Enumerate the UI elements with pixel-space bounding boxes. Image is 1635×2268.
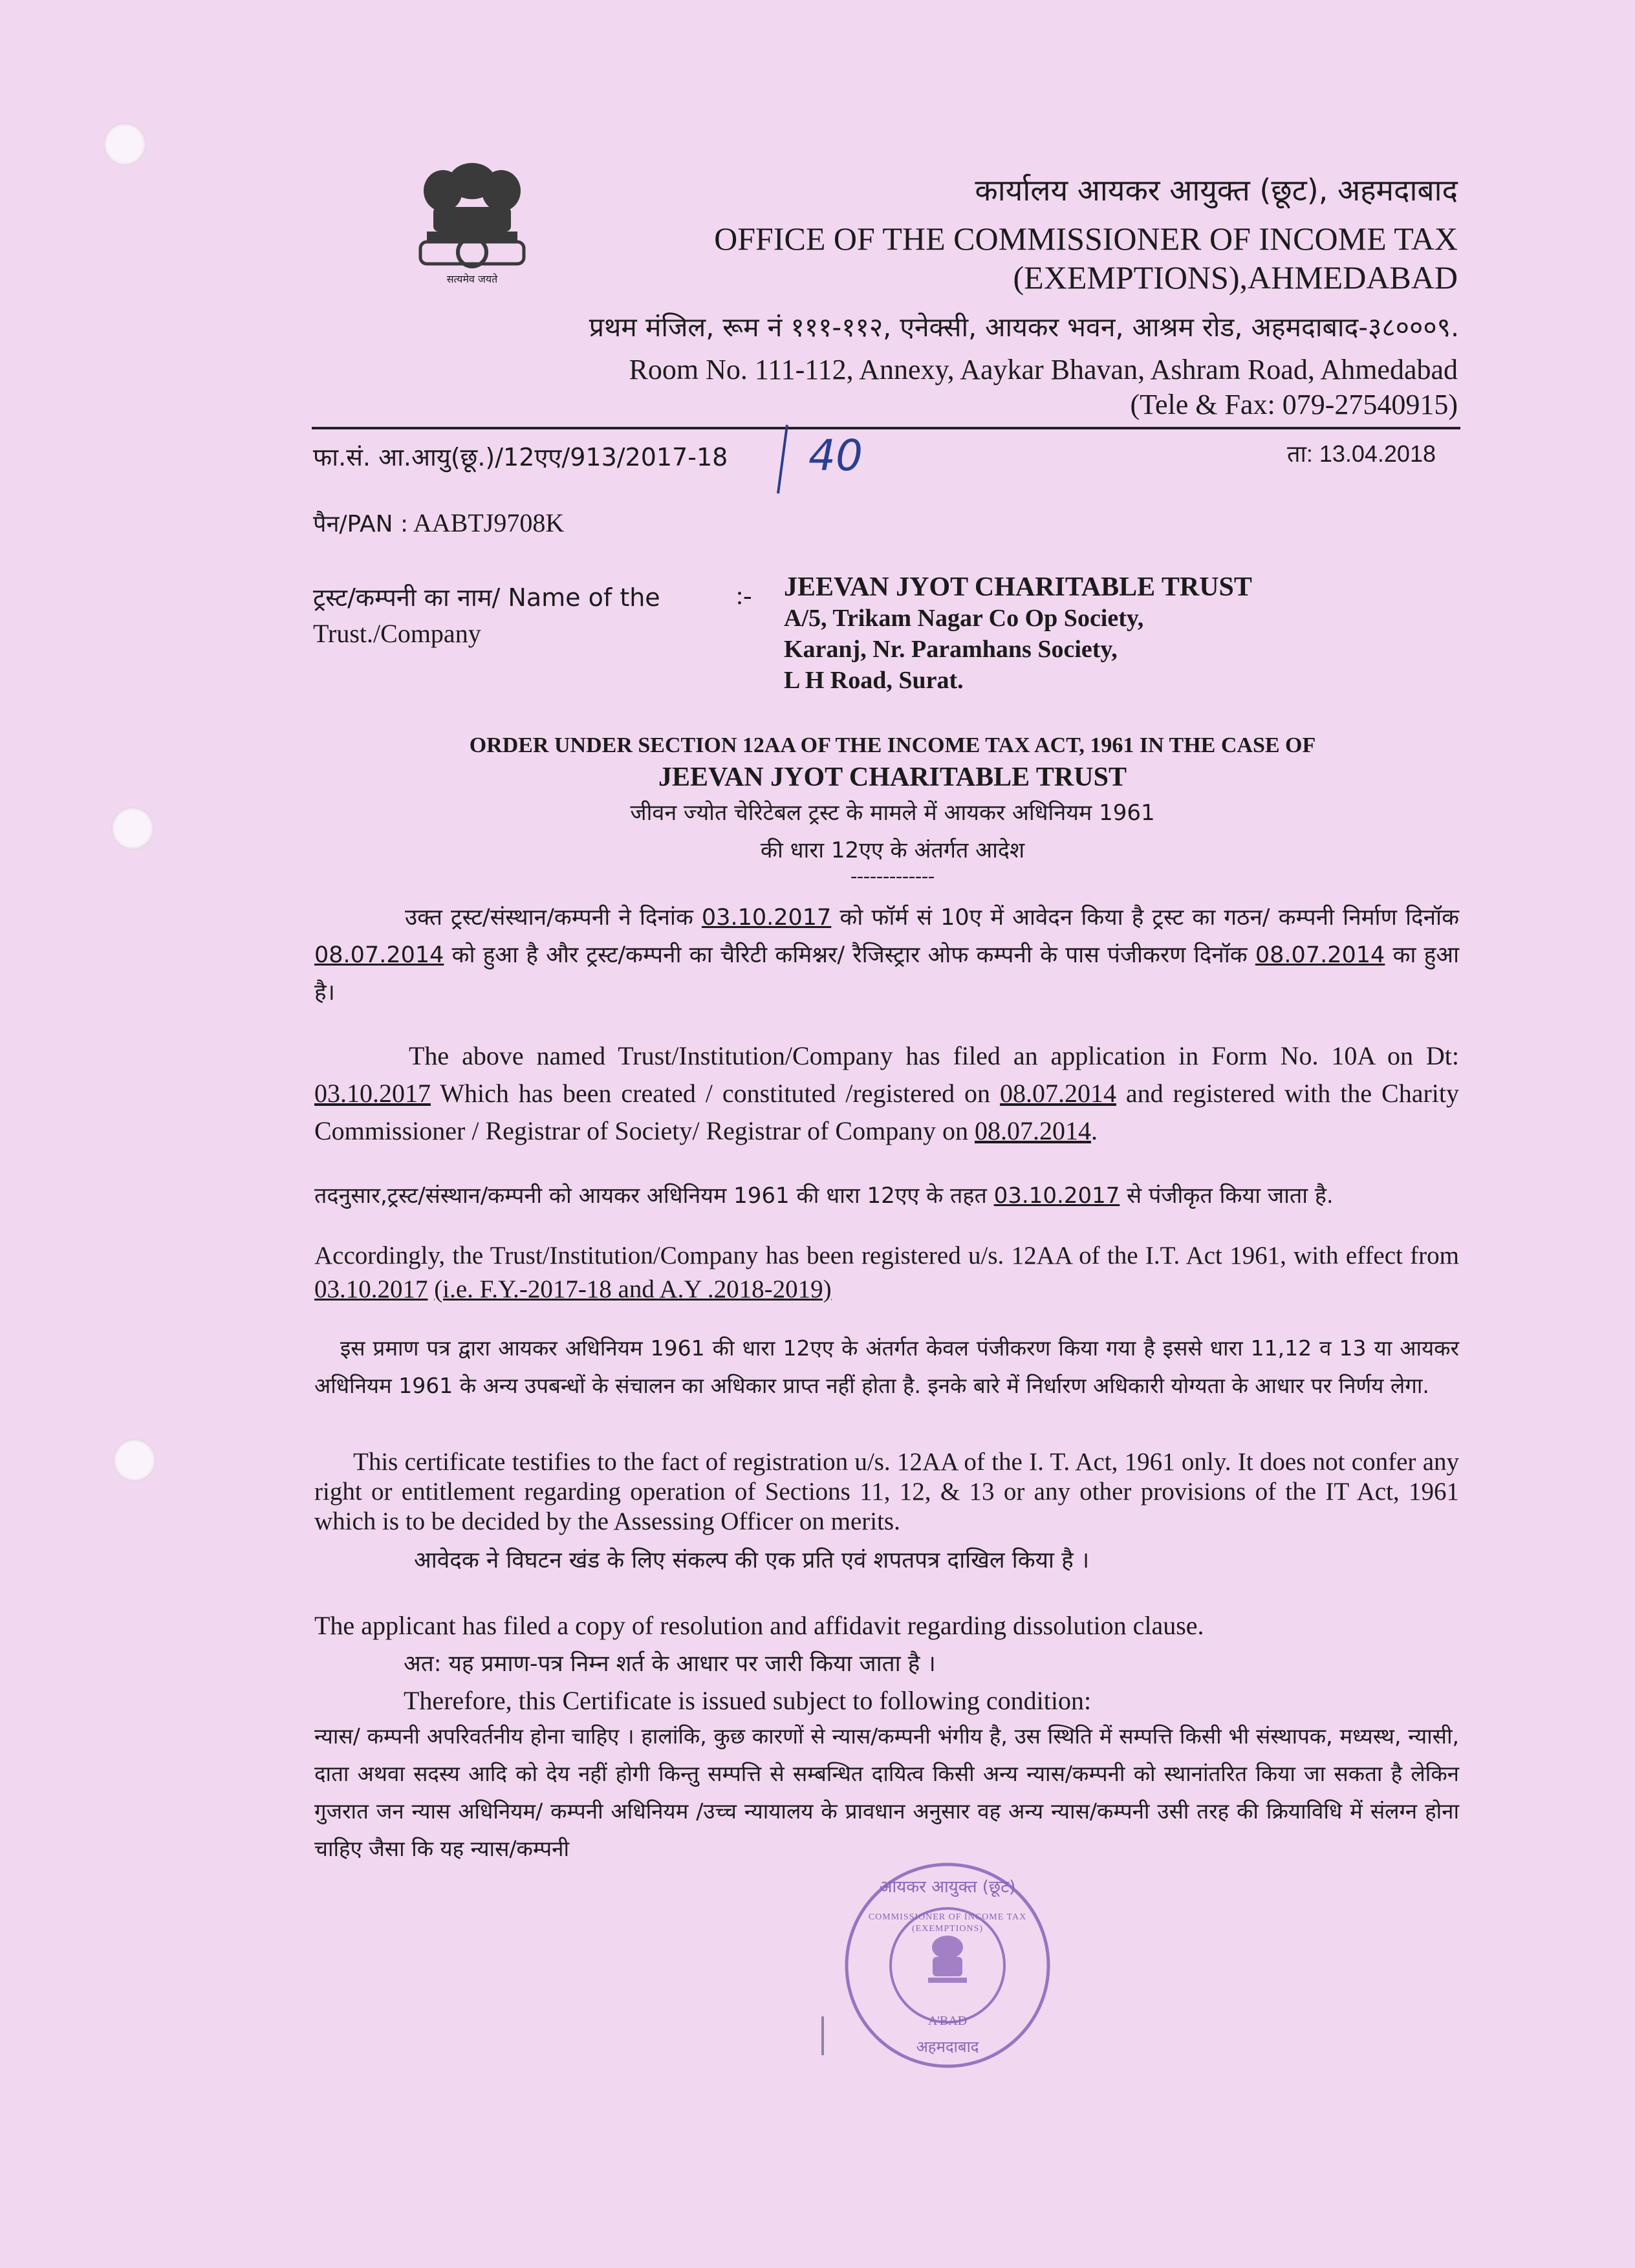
paragraph-2-english	[314, 1239, 1459, 1306]
para1-en-text-3: and registered with the Charity Commissioner / Registrar of Society/ Registrar of Company on	[314, 1079, 1459, 1145]
para2-en-fy-ay: (i.e. F.Y.-2017-18 and A.Y .2018-2019)	[434, 1275, 832, 1303]
paragraph-3-hindi: इस प्रमाण पत्र द्वारा आयकर अधिनियम 1961 की धारा 12एए के अंतर्गत केवल पंजीकरण किया गया है इससे धारा 11,12 व 13 या आयकर अधिनियम 1961 के अन्य उपबन्धों के संचालन का अधिकार प्राप्त नहीं होता है. इनके बारे में निर्धारण अधिकारी योग्यता के आधार पर निर्णय लेगा.	[314, 1335, 1459, 1398]
order-title-trust: JEEVAN JYOT CHARITABLE TRUST	[658, 762, 1127, 792]
para1-en-date-1: 03.10.2017	[314, 1079, 431, 1108]
tele-fax: (Tele & Fax: 079-27540915)	[1130, 389, 1458, 420]
para1-en-text-4: .	[1090, 1116, 1098, 1145]
para1-hi-text-2: को फॉर्म सं 10ए में आवेदन किया है ट्रस्ट का गठन/ कम्पनी निर्माण दिनॉक	[831, 905, 1459, 931]
punch-hole-top	[103, 123, 146, 166]
trust-label-2: Trust./Company	[313, 619, 481, 648]
handwritten-number: 40	[808, 431, 863, 481]
trust-name: JEEVAN JYOT CHARITABLE TRUST	[784, 572, 1252, 602]
paragraph-6-hindi: न्यास/ कम्पनी अपरिवर्तनीय होना चाहिए । हालांकि, कुछ कारणों से न्यास/कम्पनी भंगीय है, उस स्थिति में सम्पत्ति किसी भी संस्थापक, मध्यस्थ, न्यासी, दाता अथवा सदस्य आदि को देय नहीं होगी किन्तु सम्पत्ति से सम्बन्धित दायित्व किसी अन्य न्यास/कम्पनी को स्थानांतरित किया जा सकता है लेकिन गुजरात जन न्यास अधिनियम/ कम्पनी अधिनियम /उच्च न्यायालय के प्रावधान अनुसार वह अन्य न्यास/कम्पनी उसी तरह की क्रियाविधि में संलग्न होना चाहिए जैसा कि यह न्यास/कम्पनी	[314, 1723, 1459, 1861]
paragraph-4-english: The applicant has filed a copy of resolution and affidavit regarding dissolution clause.	[314, 1611, 1204, 1640]
order-title-hindi-2: की धारा 12एए के अंतर्गत आदेश	[760, 837, 1025, 863]
paragraph-3-english: This certificate testifies to the fact of registration u/s. 12AA of the I. T. Act, 1961 only. It does not confer any right or entitlement regarding operation of Sections 11, 12, & 13 or any other provisions of the IT Act, 1961 which is to be decided by the Assessing Officer on merits.	[314, 1448, 1459, 1535]
paragraph-1-hindi	[314, 899, 1459, 1011]
para1-en-date-3: 08.07.2014	[974, 1116, 1091, 1145]
para1-en-text-1: The above named Trust/Institution/Company has filed an application in Form No. 10A on Dt:	[409, 1041, 1459, 1070]
para2-en-text-2	[428, 1275, 435, 1303]
seal-text-top: आयकर आयुक्त (छूट)	[879, 1877, 1016, 1897]
seal-text-bottom: अहमदाबाद	[916, 2038, 979, 2056]
pan-label: पैन/PAN :	[313, 511, 409, 537]
para1-hi-date-2: 08.07.2014	[314, 942, 444, 968]
trust-address-1: A/5, Trikam Nagar Co Op Society,	[784, 605, 1144, 632]
punch-hole-bottom	[113, 1439, 156, 1482]
office-title-hindi: कार्यालय आयकर आयुक्त (छूट), अहमदाबाद	[975, 173, 1458, 208]
punch-hole-middle	[111, 807, 154, 850]
seal-text-ring: COMMISSIONER OF INCOME TAX (EXEMPTIONS)	[868, 1912, 1027, 1934]
para2-en-date-1: 03.10.2017	[314, 1275, 428, 1303]
handwritten-slash	[773, 424, 792, 495]
trust-label-1: ट्रस्ट/कम्पनी का नाम/ Name of the	[313, 583, 660, 612]
para2-hi-text-1: तदनुसार,ट्रस्ट/संस्थान/कम्पनी को आयकर अधिनियम 1961 की धारा 12एए के तहत	[314, 1183, 994, 1209]
office-title-english-2: (EXEMPTIONS),AHMEDABAD	[1013, 259, 1458, 296]
order-title-dashes: -------------	[850, 865, 935, 887]
order-title-hindi-1: जीवन ज्योत चेरिटेबल ट्रस्ट के मामले में आयकर अधिनियम 1961	[630, 800, 1155, 826]
para2-en-text-1: Accordingly, the Trust/Institution/Company has been registered u/s. 12AA of the I.T. Act 1961, with effect from	[314, 1242, 1459, 1269]
pan-value: AABTJ9708K	[413, 508, 565, 537]
paragraph-2-hindi	[314, 1180, 1459, 1212]
para1-en-date-2: 08.07.2014	[999, 1079, 1116, 1108]
trust-address-2: Karanj, Nr. Paramhans Society,	[784, 636, 1118, 663]
para1-hi-text-1: उक्त ट्रस्ट/संस्थान/कम्पनी ने दिनांक	[405, 905, 702, 931]
para1-hi-text-3: को हुआ है और ट्रस्ट/कम्पनी का चैरिटी कमिश्नर/ रैजिस्ट्रार ओफ कम्पनी के पास पंजीकरण दिनॉक	[444, 942, 1255, 968]
trust-separator: :-	[736, 581, 752, 610]
paragraph-4-hindi: आवेदक ने विघटन खंड के लिए संकल्प की एक प्रति एवं शपतपत्र दाखिल किया है ।	[414, 1548, 1090, 1573]
pan-row	[313, 507, 564, 539]
seal-text-mid: A'BAD	[927, 2014, 968, 2028]
trust-address-3: L H Road, Surat.	[784, 667, 964, 694]
order-title: ORDER UNDER SECTION 12AA OF THE INCOME TAX ACT, 1961 IN THE CASE OF	[469, 733, 1316, 757]
office-title-english: OFFICE OF THE COMMISSIONER OF INCOME TAX	[714, 221, 1458, 257]
para1-en-text-2: Which has been created / constituted /registered on	[431, 1079, 1000, 1108]
paragraph-5-english: Therefore, this Certificate is issued subject to following condition:	[404, 1686, 1092, 1715]
para1-hi-date-3: 08.07.2014	[1255, 942, 1385, 968]
para1-hi-text-4: का हुआ है।	[314, 942, 1459, 1006]
file-number: फा.सं. आ.आयु(छू.)/12एए/913/2017-18	[313, 443, 728, 471]
address-english: Room No. 111-112, Annexy, Aaykar Bhavan, Ashram Road, Ahmedabad	[629, 354, 1458, 385]
header-divider	[312, 427, 1460, 429]
paragraph-5-hindi: अत: यह प्रमाण-पत्र निम्न शर्त के आधार पर जारी किया जाता है ।	[404, 1651, 936, 1677]
emblem-caption: सत्यमेव जयते	[446, 273, 498, 285]
ink-mark	[821, 2016, 824, 2055]
para2-hi-date-1: 03.10.2017	[993, 1183, 1120, 1209]
paragraph-1-english	[314, 1037, 1459, 1150]
address-hindi: प्रथम मंजिल, रूम नं १११-११२, एनेक्सी, आयकर भवन, आश्रम रोड, अहमदाबाद-३८०००९.	[589, 312, 1459, 343]
para1-hi-date-1: 03.10.2017	[701, 905, 832, 931]
order-date: ता: 13.04.2018	[1286, 440, 1436, 467]
para2-hi-text-2: से पंजीकृत किया जाता है.	[1120, 1183, 1334, 1209]
official-seal	[841, 1860, 1054, 2071]
